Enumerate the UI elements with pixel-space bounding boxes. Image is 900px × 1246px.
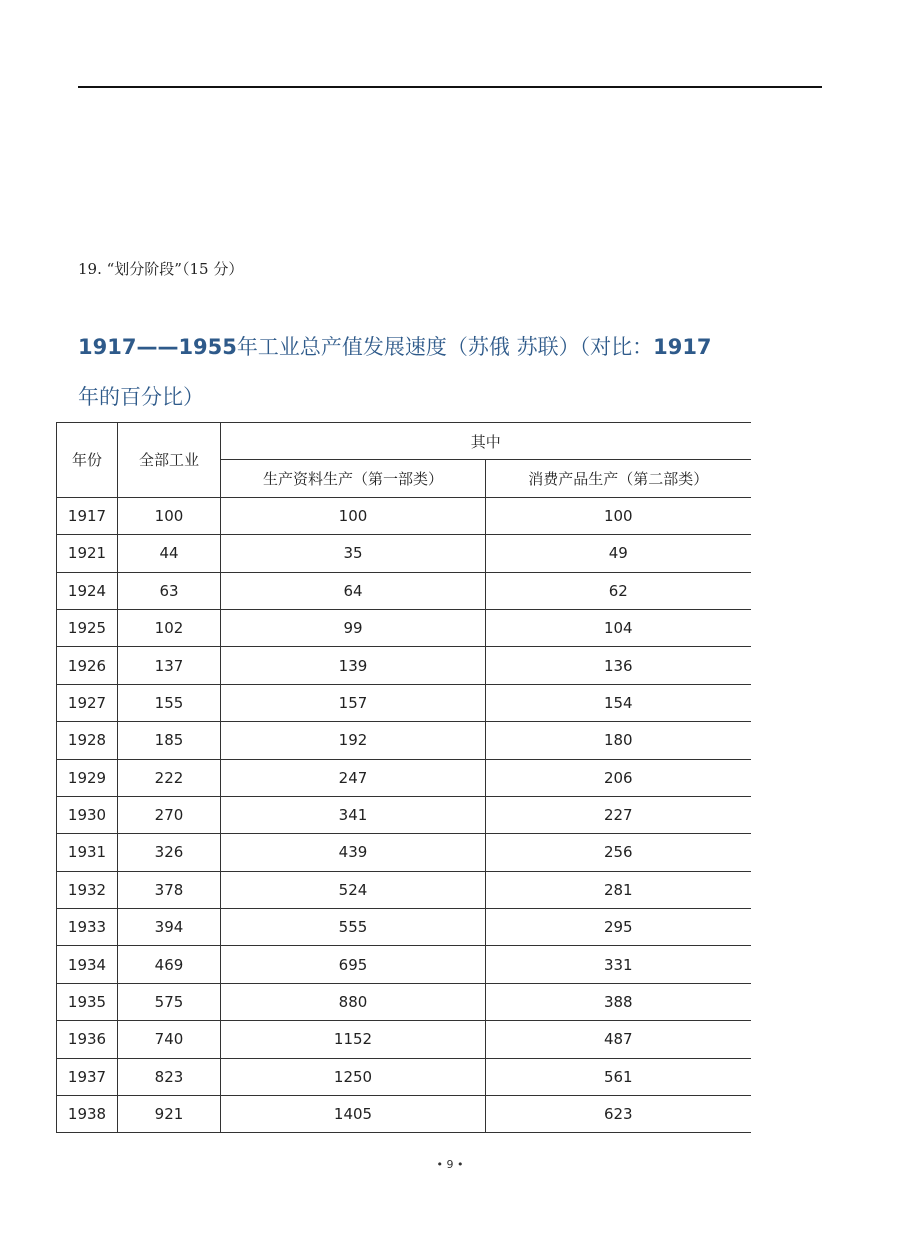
table-row — [57, 535, 751, 572]
cell-total-industry: 575 — [118, 983, 221, 1020]
table-row — [57, 909, 751, 946]
cell-group-one: 555 — [221, 909, 486, 946]
cell-year: 1932 — [57, 871, 118, 908]
cell-group-two: 487 — [486, 1021, 751, 1058]
cell-group-one: 341 — [221, 796, 486, 833]
cell-group-two: 62 — [486, 572, 751, 609]
header-total-industry: 全部工业 — [118, 423, 221, 498]
cell-year: 1921 — [57, 535, 118, 572]
table-heading — [78, 322, 828, 422]
cell-year: 1929 — [57, 759, 118, 796]
cell-total-industry: 100 — [118, 497, 221, 534]
cell-group-two: 206 — [486, 759, 751, 796]
cell-group-two: 154 — [486, 684, 751, 721]
table-row — [57, 946, 751, 983]
cell-total-industry: 137 — [118, 647, 221, 684]
cell-total-industry: 469 — [118, 946, 221, 983]
table-body — [57, 497, 751, 1133]
table-row — [57, 983, 751, 1020]
industry-growth-table — [56, 422, 751, 1133]
cell-group-one: 1405 — [221, 1096, 486, 1133]
cell-total-industry: 222 — [118, 759, 221, 796]
header-of-which: 其中 — [221, 423, 751, 460]
cell-year: 1931 — [57, 834, 118, 871]
cell-group-one: 524 — [221, 871, 486, 908]
table-row — [57, 796, 751, 833]
table-row — [57, 609, 751, 646]
cell-group-one: 35 — [221, 535, 486, 572]
cell-group-one: 192 — [221, 722, 486, 759]
cell-group-two: 295 — [486, 909, 751, 946]
cell-group-two: 136 — [486, 647, 751, 684]
cell-group-two: 104 — [486, 609, 751, 646]
cell-group-one: 64 — [221, 572, 486, 609]
header-group-one: 生产资料生产（第一部类） — [221, 460, 486, 497]
cell-total-industry: 63 — [118, 572, 221, 609]
cell-group-two: 281 — [486, 871, 751, 908]
cell-year: 1926 — [57, 647, 118, 684]
cell-year: 1927 — [57, 684, 118, 721]
table-row — [57, 497, 751, 534]
cell-year: 1928 — [57, 722, 118, 759]
table-row — [57, 834, 751, 871]
cell-year: 1924 — [57, 572, 118, 609]
cell-group-one: 1152 — [221, 1021, 486, 1058]
cell-group-one: 139 — [221, 647, 486, 684]
cell-group-two: 561 — [486, 1058, 751, 1095]
heading-base-year: 1917 — [653, 335, 712, 359]
cell-total-industry: 823 — [118, 1058, 221, 1095]
question-label: 19. “划分阶段”（15 分） — [78, 260, 244, 278]
cell-total-industry: 155 — [118, 684, 221, 721]
cell-total-industry: 378 — [118, 871, 221, 908]
cell-group-two: 180 — [486, 722, 751, 759]
cell-year: 1937 — [57, 1058, 118, 1095]
cell-year: 1935 — [57, 983, 118, 1020]
cell-group-one: 695 — [221, 946, 486, 983]
heading-text-1: 年工业总产值发展速度（苏俄 苏联）（对比： — [236, 335, 654, 359]
cell-total-industry: 326 — [118, 834, 221, 871]
cell-total-industry: 185 — [118, 722, 221, 759]
cell-group-one: 100 — [221, 497, 486, 534]
cell-total-industry: 394 — [118, 909, 221, 946]
cell-total-industry: 740 — [118, 1021, 221, 1058]
table-row — [57, 1096, 751, 1133]
cell-group-two: 49 — [486, 535, 751, 572]
cell-year: 1930 — [57, 796, 118, 833]
cell-total-industry: 921 — [118, 1096, 221, 1133]
cell-year: 1938 — [57, 1096, 118, 1133]
cell-total-industry: 270 — [118, 796, 221, 833]
cell-group-one: 880 — [221, 983, 486, 1020]
table-row — [57, 647, 751, 684]
cell-year: 1933 — [57, 909, 118, 946]
cell-group-one: 247 — [221, 759, 486, 796]
cell-group-two: 331 — [486, 946, 751, 983]
table-row — [57, 572, 751, 609]
cell-group-one: 99 — [221, 609, 486, 646]
table-row — [57, 759, 751, 796]
cell-group-one: 157 — [221, 684, 486, 721]
cell-group-two: 623 — [486, 1096, 751, 1133]
table-row — [57, 684, 751, 721]
cell-year: 1936 — [57, 1021, 118, 1058]
top-rule — [78, 86, 822, 88]
cell-year: 1917 — [57, 497, 118, 534]
cell-year: 1925 — [57, 609, 118, 646]
header-year: 年份 — [57, 423, 118, 498]
cell-total-industry: 44 — [118, 535, 221, 572]
page-number: • 9 • — [436, 1158, 464, 1171]
table-row — [57, 1058, 751, 1095]
cell-group-two: 256 — [486, 834, 751, 871]
table-row — [57, 722, 751, 759]
cell-group-one: 439 — [221, 834, 486, 871]
header-group-two: 消费产品生产（第二部类） — [486, 460, 751, 497]
table-row — [57, 871, 751, 908]
heading-text-2: 年的百分比） — [78, 385, 204, 409]
cell-year: 1934 — [57, 946, 118, 983]
cell-group-one: 1250 — [221, 1058, 486, 1095]
heading-year-range: 1917——1955 — [78, 335, 237, 359]
table-row — [57, 1021, 751, 1058]
cell-total-industry: 102 — [118, 609, 221, 646]
cell-group-two: 388 — [486, 983, 751, 1020]
cell-group-two: 227 — [486, 796, 751, 833]
cell-group-two: 100 — [486, 497, 751, 534]
